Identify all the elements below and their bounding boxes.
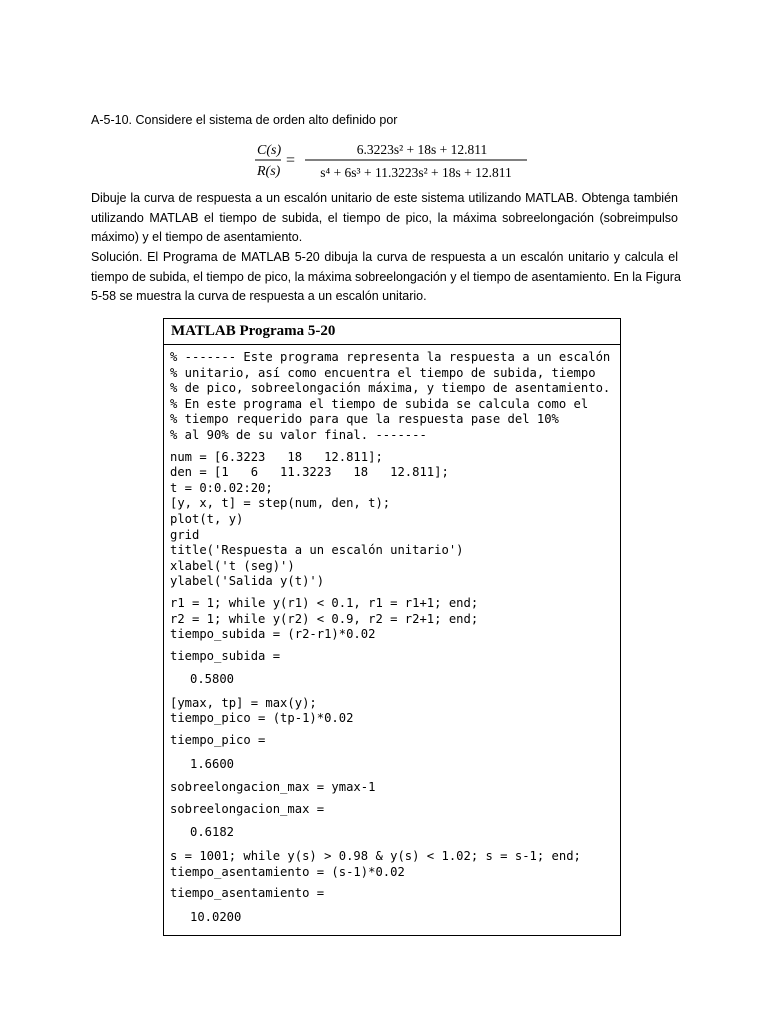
solution-paragraph <box>91 248 681 307</box>
solution-line: 5-58 se muestra la curva de respuesta a un escalón unitario. <box>91 289 427 304</box>
overshoot-block <box>170 780 620 796</box>
output-label: tiempo_subida = <box>170 648 281 663</box>
equation-rhs-denominator: s⁴ + 6s³ + 11.3223s² + 18s + 12.811 <box>320 165 512 180</box>
code-line: tiempo_asentamiento = (s-1)*0.02 <box>170 864 405 879</box>
output-label: tiempo_pico = <box>170 733 266 748</box>
task-line: Dibuje la curva de respuesta a un escalón unitario de este sistema utilizando MATLAB. Obtenga también <box>91 191 678 205</box>
code-line: t = 0:0.02:20; <box>170 480 273 495</box>
code-comment-line: % de pico, sobreelongación máxima, y tiempo de asentamiento. <box>170 381 611 396</box>
code-comment-line: % En este programa el tiempo de subida se calcula como el <box>170 396 589 411</box>
code-line: grid <box>170 527 200 542</box>
output-label: tiempo_asentamiento = <box>170 886 325 901</box>
code-line: tiempo_subida = (r2-r1)*0.02 <box>170 627 376 642</box>
matlab-program-box <box>163 318 621 936</box>
task-line: utilizando MATLAB el tiempo de subida, el tiempo de pico, la máxima sobreelongación (sobreimpulso <box>91 210 678 225</box>
output-value: 1.6600 <box>190 756 235 771</box>
output-value: 0.6182 <box>190 825 235 840</box>
equation-lhs-numerator: C(s) <box>257 143 282 158</box>
task-line: máximo) y el tiempo de asentamiento. <box>91 230 303 245</box>
solution-line: Solución. El Programa de MATLAB 5-20 dibuja la curva de respuesta a un escalón unitario y calcula el <box>91 250 678 264</box>
task-paragraph <box>91 189 678 248</box>
code-line: r1 = 1; while y(r1) < 0.1, r1 = r1+1; end; <box>170 595 479 610</box>
code-listing <box>164 345 620 925</box>
program-title: MATLAB Programa 5-20 <box>164 319 620 345</box>
rise-time-output <box>170 649 620 688</box>
peak-time-output <box>170 733 620 772</box>
code-line: [y, x, t] = step(num, den, t); <box>170 496 391 511</box>
overshoot-output <box>170 802 620 841</box>
code-line: den = [1 6 11.3223 18 12.811]; <box>170 465 449 480</box>
peak-time-block <box>170 696 620 727</box>
output-value: 0.5800 <box>190 672 235 687</box>
code-line: plot(t, y) <box>170 511 244 526</box>
output-value: 10.0200 <box>190 909 242 924</box>
comment-block <box>170 350 620 444</box>
code-comment-line: % unitario, así como encuentra el tiempo de subida, tiempo <box>170 365 596 380</box>
code-line: sobreelongacion_max = ymax-1 <box>170 780 376 795</box>
output-label: sobreelongacion_max = <box>170 801 325 816</box>
code-line: xlabel('t (seg)') <box>170 558 295 573</box>
code-line: [ymax, tp] = max(y); <box>170 695 317 710</box>
setup-block <box>170 450 620 590</box>
transfer-function-equation <box>255 138 555 182</box>
code-comment-line: % al 90% de su valor final. ------- <box>170 427 427 442</box>
equation-rhs-numerator: 6.3223s² + 18s + 12.811 <box>356 142 488 157</box>
solution-line: tiempo de subida, el tiempo de pico, la máxima sobreelongación y el tiempo de asentamiento. En la Figura <box>91 269 681 284</box>
code-comment-line: % tiempo requerido para que la respuesta pase del 10% <box>170 412 559 427</box>
code-line: ylabel('Salida y(t)') <box>170 574 325 589</box>
problem-heading: A-5-10. Considere el sistema de orden alto definido por <box>91 113 398 127</box>
code-line: r2 = 1; while y(r2) < 0.9, r2 = r2+1; end; <box>170 611 479 626</box>
equation-equals-sign: = <box>286 152 296 169</box>
code-line: tiempo_pico = (tp-1)*0.02 <box>170 711 354 726</box>
settling-time-block <box>170 849 620 880</box>
code-line: num = [6.3223 18 12.811]; <box>170 449 383 464</box>
equation-lhs-denominator: R(s) <box>257 164 281 179</box>
code-comment-line: % ------- Este programa representa la respuesta a un escalón <box>170 350 611 364</box>
code-line: s = 1001; while y(s) > 0.98 & y(s) < 1.02; s = s-1; end; <box>170 849 581 864</box>
rise-time-block <box>170 596 620 643</box>
code-line: title('Respuesta a un escalón unitario') <box>170 543 464 558</box>
settling-time-output <box>170 886 620 925</box>
